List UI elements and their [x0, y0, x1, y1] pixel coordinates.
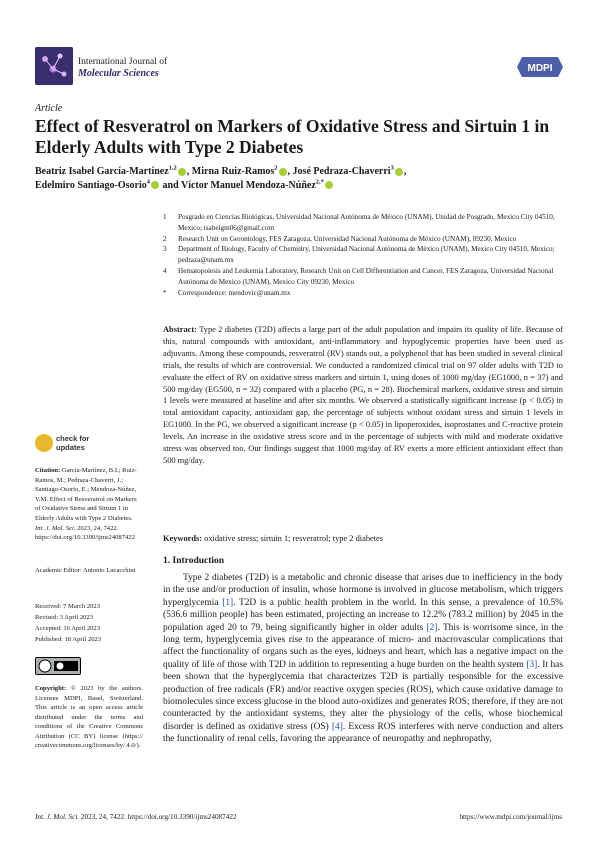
correspondence-item	[163, 288, 563, 299]
affiliation-text: Posgrado en Ciencias Biológicas, Universidad Nacional Autónoma de México (UNAM), Unidad de Posgrado, Mexico City 04510, Mexico; isabelgm06@gmail.com	[178, 213, 555, 232]
author-list	[35, 165, 555, 192]
footer-citation	[35, 813, 237, 821]
publication-dates	[35, 601, 143, 645]
citation-volume: 2023, 24, 7422.	[77, 524, 119, 532]
author-affil-sup: 1,2	[168, 164, 177, 172]
author-name: Mirna Ruiz-Ramos	[191, 166, 275, 177]
academic-editor: Academic Editor: Antonio Lucacchini	[35, 567, 136, 574]
intro-text: Type 2 diabetes (T2D) is a metabolic and chronic disease that arises due to inefficiency in the body in the use and/or production of insulin, whose hormone is involved in glucose metabolism, which triggers hyperglycemia	[163, 573, 563, 608]
citation-ref-link[interactable]: [2]	[426, 622, 438, 633]
intro-text: . T2D is a public health problem in the world. In this sense, a prevalence of 10.5% (536.6 million people) has been estimated, projecting an increase to 12.2% (783.2 million) by 2045 in the population aged 20 to 79, being significantly higher in older adults	[163, 597, 563, 633]
citation-journal: Int. J. Mol. Sci.	[35, 524, 76, 532]
affiliation-text: Department of Biology, Faculty of Chemistry, Universidad Nacional Autónoma de México (UNAM), Mexico City 04510, Mexico; pedraza@unam.mx	[178, 245, 555, 265]
author-name: José Pedraza-Chaverri	[292, 166, 391, 177]
keywords-label: Keywords:	[163, 534, 203, 543]
footer-journal: Int. J. Mol. Sci.	[35, 813, 80, 821]
mdpi-logo-text: MDPI	[527, 63, 553, 74]
citation-text: García-Martínez, B.I.; Ruiz-Ramos, M.; Pedraza-Chaverri, J.; Santiago-Osorio, E.; Mendoza-Núñez, V.M. Effect of Resveratrol on Markers of Oxidative Stress and Sirtuin 1 in Elderly Adults with Type 2 Diabetes.	[35, 467, 137, 522]
accepted-date: Accepted: 16 April 2023	[35, 625, 101, 632]
mdpi-logo-icon	[516, 55, 564, 79]
author-affil-sup: 2	[274, 164, 278, 172]
orcid-icon[interactable]	[395, 168, 403, 176]
cc-by-license-icon[interactable]	[35, 657, 81, 675]
affiliation-item	[163, 266, 563, 288]
intro-text: . It has been shown that the hyperglycemia that characterizes T2D is partially responsible for the excessive production of free radicals (FR) and/or reactive oxygen species (ROS), which cause oxidative damage to biomolecules since excess glucose in the blood auto-oxidizes and generates ROS; therefore, if they are not counteracted by the antioxidant systems, they alter the physiology of the cells, whose biochemical disorder is defined as oxidative stress (OS)	[163, 659, 563, 732]
check-updates-line2: updates	[56, 443, 85, 452]
author-affil-sup: 3	[390, 164, 394, 172]
affiliation-text: Research Unit on Gerontology, FES Zaragoza, Universidad Nacional Autónoma de México (UNAM), 09230, Mexico	[178, 234, 517, 243]
citation-ref-link[interactable]: [3]	[526, 659, 538, 670]
author-sep: ,	[403, 166, 407, 177]
intro-text: . This is worrisome since, in the long term, hyperglycemia gives rise to the appearance of micro- and macrovascular complications that affect the functionality of organs such as the eyes, kidneys and heart, which has a negative impact on the quality of life of those with T2D in addition to representing a huge burden on the health system	[163, 622, 564, 670]
journal-logo	[35, 47, 73, 85]
article-type: Article	[35, 103, 63, 114]
orcid-icon[interactable]	[178, 168, 186, 176]
keywords-text: oxidative stress; sirtuin 1; resveratrol; type 2 diabetes	[204, 534, 384, 543]
journal-name-line2: Molecular Sciences	[78, 68, 159, 79]
orcid-icon[interactable]	[325, 181, 333, 189]
author-sep: ,	[287, 166, 293, 177]
footer-doi[interactable]: 2023, 24, 7422. https://doi.org/10.3390/ijms24087422	[80, 813, 237, 821]
footer-journal-url[interactable]: https://www.mdpi.com/journal/ijms	[459, 813, 562, 821]
check-updates-line1: check for	[56, 434, 90, 443]
intro-text: . Excess ROS interferes with nerve conduction and alters the functionality of renal cells, favoring the appearance of neuropathy and nephropathy,	[163, 721, 564, 745]
citation-ref-link[interactable]: [4]	[331, 721, 343, 732]
introduction-body	[163, 572, 563, 746]
orcid-icon[interactable]	[151, 181, 159, 189]
check-for-updates-button[interactable]	[56, 434, 89, 452]
citation-label: Citation:	[35, 467, 61, 474]
keywords	[163, 534, 563, 543]
citation-ref-link[interactable]: [1]	[222, 597, 234, 608]
cc-icon	[36, 658, 80, 674]
author-affil-sup: 2,*	[315, 178, 324, 186]
author-sep: ,	[186, 166, 192, 177]
copyright-block	[35, 684, 143, 751]
citation-doi-link[interactable]: https://doi.org/10.3390/ijms24087422	[35, 534, 135, 542]
citation-block	[35, 466, 143, 543]
affiliation-item	[163, 234, 563, 245]
author-name: Edelmiro Santiago-Osorio	[35, 179, 147, 191]
paper-title: Effect of Resveratrol on Markers of Oxidative Stress and Sirtuin 1 in Elderly Adults with Type 2 Diabetes	[35, 116, 550, 157]
affiliations	[163, 212, 563, 298]
copyright-label: Copyright:	[35, 685, 67, 692]
author-name: Víctor Manuel Mendoza-Núñez	[180, 179, 316, 191]
affiliation-number: 1	[163, 213, 167, 221]
abstract-label: Abstract:	[163, 325, 197, 334]
correspondence-text: Correspondence: mendovic@unam.mx	[178, 288, 291, 297]
affiliation-number: 3	[163, 245, 167, 254]
received-date: Received: 7 March 2023	[35, 603, 101, 610]
affiliation-number: *	[163, 288, 167, 297]
revised-date: Revised: 3 April 2023	[35, 614, 94, 621]
affiliation-number: 4	[163, 266, 167, 275]
affiliation-item	[163, 212, 563, 234]
molecule-icon	[35, 47, 73, 85]
affiliation-text: Hematopoiesis and Leukemia Laboratory, Research Unit on Cell Differentiation and Cancer, FES Zaragoza, Universidad Nacional Autónoma de Mexico (UNAM), Mexico City 09230, Mexico	[178, 266, 554, 286]
introduction-paragraph	[163, 572, 563, 746]
author-affil-sup: 4	[146, 178, 151, 186]
journal-name-line1: International Journal of	[78, 57, 168, 67]
abstract-text: Type 2 diabetes (T2D) affects a large part of the adult population and impairs its quality of life. Because of this, natural compounds with antioxidant, anti-inflammatory and hypoglycemic properties have been used as adjuvants. Among these compounds, resveratrol (RV) stands out, a polyphenol that has been studied in several clinical trials, the results of which are controversial. We conducted a randomized clinical trial on 97 older adults with T2D to evaluate the effect of RV on oxidative stress markers and sirtuin 1, using doses of 1000 mg/day (EG1000, n = 37) and 500 mg/day (EG500, n = 32) compared with a placebo (PG, n = 28). Biochemical markers, oxidative stress and sirtuin 1 levels were measured at baseline and after six months. We observed a statistically significant increase (p < 0.05) in total antioxidant capacity, antioxidant gap, the percentage of subjects without oxidant stress and sirtuin 1 levels in EG1000. In the PG, we observed a significant increase (p < 0.05) in lipoperoxides, isoprostanes and C-reactive protein levels. An increase in the oxidative stress score and in the percentage of subjects with mild and moderate oxidative stress was observed too. Our findings suggest that 1000 mg/day of RV exerts a more efficient antioxidant effect than 500 mg/day.	[163, 325, 563, 465]
affiliation-number: 2	[163, 234, 167, 243]
author-name: Beatriz Isabel García-Martínez	[35, 166, 169, 177]
copyright-text: © 2023 by the authors. Licensee MDPI, Basel, Switzerland. This article is an open access article distributed under the terms and conditions of the Creative Commons Attribution (CC BY) license (https:// creativecommons.org/licenses/by/ 4.0/).	[35, 685, 143, 749]
published-date: Published: 18 April 2023	[35, 636, 102, 643]
author-sep: and	[160, 179, 181, 191]
orcid-icon[interactable]	[279, 168, 287, 176]
check-for-updates-icon[interactable]	[35, 434, 53, 452]
abstract	[163, 324, 563, 467]
section-heading-introduction: 1. Introduction	[163, 556, 225, 566]
affiliation-item	[163, 244, 563, 266]
